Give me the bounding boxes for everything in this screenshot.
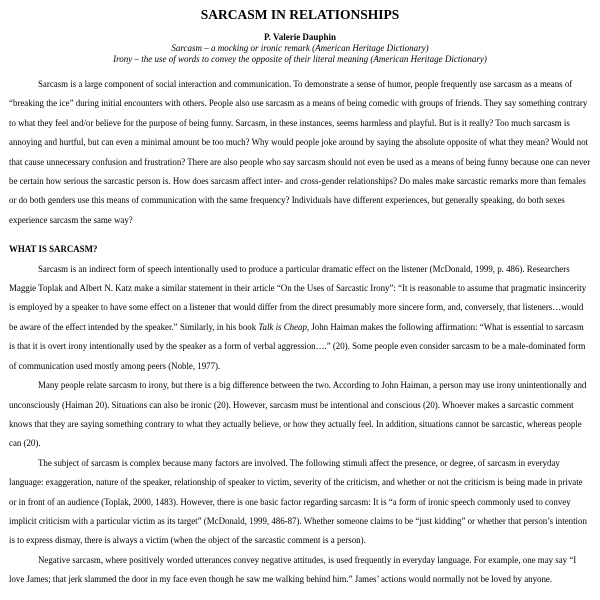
section-paragraph-4: Negative sarcasm, where positively worded utterances convey negative attitudes, is used frequently in everyday language. For example, one may say “I love James; that jerk slammed the door in my face even though he saw me walking behind him.” James’ actions would normally not be loved by anyone.: [9, 554, 577, 585]
author-name: P. Valerie Dauphin: [264, 32, 336, 42]
intro-section: [0, 75, 600, 230]
section-heading: WHAT IS SARCASM?: [9, 244, 98, 255]
book-title: Talk is Cheap: [258, 321, 307, 332]
definitions: [80, 43, 520, 65]
paragraph-text: Sarcasm is an indirect form of speech intentionally used to produce a particular dramatic effect on the listener (McDonald, 1999, p. 486). Researchers Maggie Toplak and Albert N. Katz make a similar statement in their article “On the Uses of Sarcastic Irony”: “It is reasonable to assume that pragmatic insincerity is employed by a speaker to have some effect on a listener that would differ from the direct presumably more sincere form, and, conversely, that listeners…would be aware of the effect intended by the speaker.” Similarly, in his book: [9, 263, 587, 332]
paragraph-text: , John Haiman makes the following affirmation: “What is essential to sarcasm is that it is overt irony intentionally used by the speaker as a form of verbal aggression….” (20). Some people even consider sarcasm to be a male-dominated form of communication used mostly among peers (Noble, 1977).: [9, 321, 586, 371]
definition-irony: Irony – the use of words to convey the opposite of their literal meaning (American Heritage Dictionary): [113, 54, 487, 64]
intro-paragraph: Sarcasm is a large component of social interaction and communication. To demonstrate a sense of humor, people frequently use sarcasm as a means of “breaking the ice” during initial encounters with others. People also use sarcasm as a means of being comedic with groups of friends. They say something contrary to what they feel and/or believe for the purpose of being funny. Sarcasm, in these instances, seems harmless and playful. But is it really? Too much sarcasm is annoying and hurtful, but can even a minimal amount be too much? Why would people joke around by saying the absolute opposite of what they mean? Would not that cause unnecessary confusion and frustration? There are also people who say sarcasm should not even be used as a means of being funny because one can never be certain how serious the sarcastic person is. How does sarcasm affect inter- and cross-gender relationships? Do males make sarcastic remarks more than females or do both genders use this means of communication with the same frequency? Individuals have different experiences, but generally speaking, do both sexes experience sarcasm the same way?: [9, 79, 591, 225]
section-paragraph-1: [9, 260, 591, 376]
section-paragraph-2: Many people relate sarcasm to irony, but there is a big difference between the two. According to John Haiman, a person may use irony unintentionally and unconsciously (Haiman 20). Situations can also be ironic (20). However, sarcasm must be intentional and conscious (20). Whoever makes a sarcastic comment knows that they are saying something contrary to what they actually believe, or how they actually feel. In addition, situations cannot be sarcastic, whereas people can (20).: [9, 380, 587, 449]
section-body: [0, 260, 600, 590]
definition-sarcasm: Sarcasm – a mocking or ironic remark (American Heritage Dictionary): [171, 43, 429, 53]
section-paragraph-3: The subject of sarcasm is complex because many factors are involved. The following stimuli affect the presence, or degree, of sarcasm in everyday language: exaggeration, nature of the speaker, relationship of speaker to victim, severity of the criticism, and whether or not the criticism is being made in private or in front of an audience (Toplak, 2000, 1483). However, there is one basic factor regarding sarcasm: It is “a form of ironic speech commonly used to convey implicit criticism with a particular victim as its target” (McDonald, 1999, 486-87). Whether someone claims to be “just kidding” or whether that person’s intention is to express dismay, there is always a victim (when the object of the sarcastic comment is a person).: [9, 457, 587, 546]
document-title: SARCASM IN RELATIONSHIPS: [200, 7, 400, 22]
